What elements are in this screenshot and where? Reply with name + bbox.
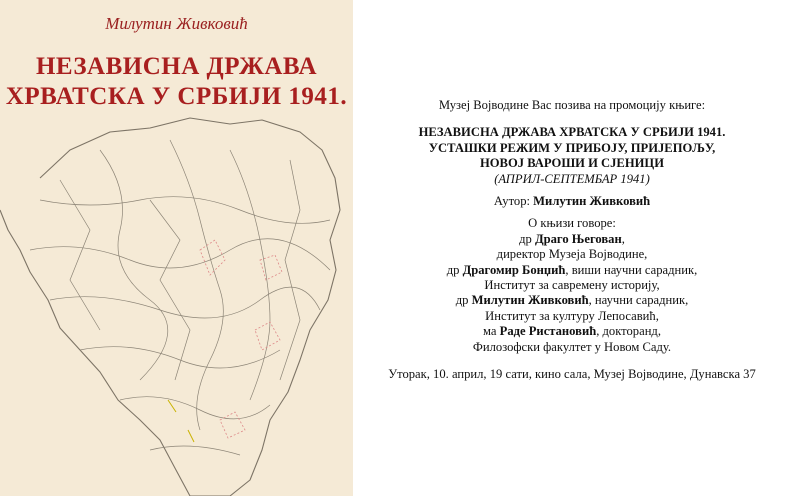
author-line — [356, 194, 788, 209]
speaker-1-name: Драго Његован — [534, 231, 622, 246]
event-details: Уторак, 10. април, 19 сати, кино сала, Музеј Војводине, Дунавска 37 — [388, 367, 756, 382]
speaker-3-name: Милутин Живковић — [471, 293, 589, 308]
speaker-3-institution: Институт за културу Лепосавић, — [485, 308, 659, 323]
speaker-2 — [356, 263, 788, 278]
speaker-2-name: Драгомир Бонџић — [462, 262, 566, 277]
speaker-3-role: , научни сарадник, — [588, 293, 689, 308]
book-title-line3: НОВОЈ ВАРОШИ И СЈЕНИЦИ — [479, 156, 665, 171]
cover-title-line1: НЕЗАВИСНА ДРЖАВА — [35, 53, 318, 80]
speaker-4-institution: Филозофски факултет у Новом Саду. — [472, 339, 672, 354]
speaker-2-role: , виши научни сарадник, — [565, 262, 698, 277]
speakers-heading: О књизи говоре: — [528, 216, 616, 231]
speaker-1-role: директор Музеја Војводине, — [496, 247, 648, 262]
author-label: Аутор: — [493, 194, 531, 209]
book-period: (АПРИЛ-СЕПТЕМБАР 1941) — [494, 171, 650, 186]
speaker-1: др Драго Његован, — [519, 231, 625, 246]
speaker-2-title: др — [446, 262, 460, 277]
book-cover — [0, 0, 353, 496]
book-title-line2: УСТАШКИ РЕЖИМ У ПРИБОЈУ, ПРИЈЕПОЉУ, — [428, 140, 716, 155]
cover-title — [0, 52, 353, 112]
speaker-3 — [356, 293, 788, 308]
invitation-text — [356, 98, 788, 383]
cover-author: Милутин Живковић — [105, 14, 248, 33]
speaker-4 — [356, 324, 788, 339]
speaker-4-name: Раде Ристановић — [499, 324, 597, 339]
author-name: Милутин Живковић — [533, 194, 651, 209]
book-title-line1: НЕЗАВИСНА ДРЖАВА ХРВАТСКА У СРБИЈИ 1941. — [418, 125, 726, 140]
speaker-1-title: др — [519, 231, 532, 246]
speaker-2-institution: Институт за савремену историју, — [484, 278, 660, 293]
cover-title-line2: ХРВАТСКА У СРБИЈИ 1941. — [5, 83, 348, 110]
speaker-4-role: , докторанд, — [596, 324, 661, 339]
speaker-3-title: др — [455, 293, 469, 308]
invitation-intro: Музеј Војводине Вас позива на промоцију књиге: — [438, 98, 706, 112]
speaker-4-title: ма — [483, 324, 497, 339]
